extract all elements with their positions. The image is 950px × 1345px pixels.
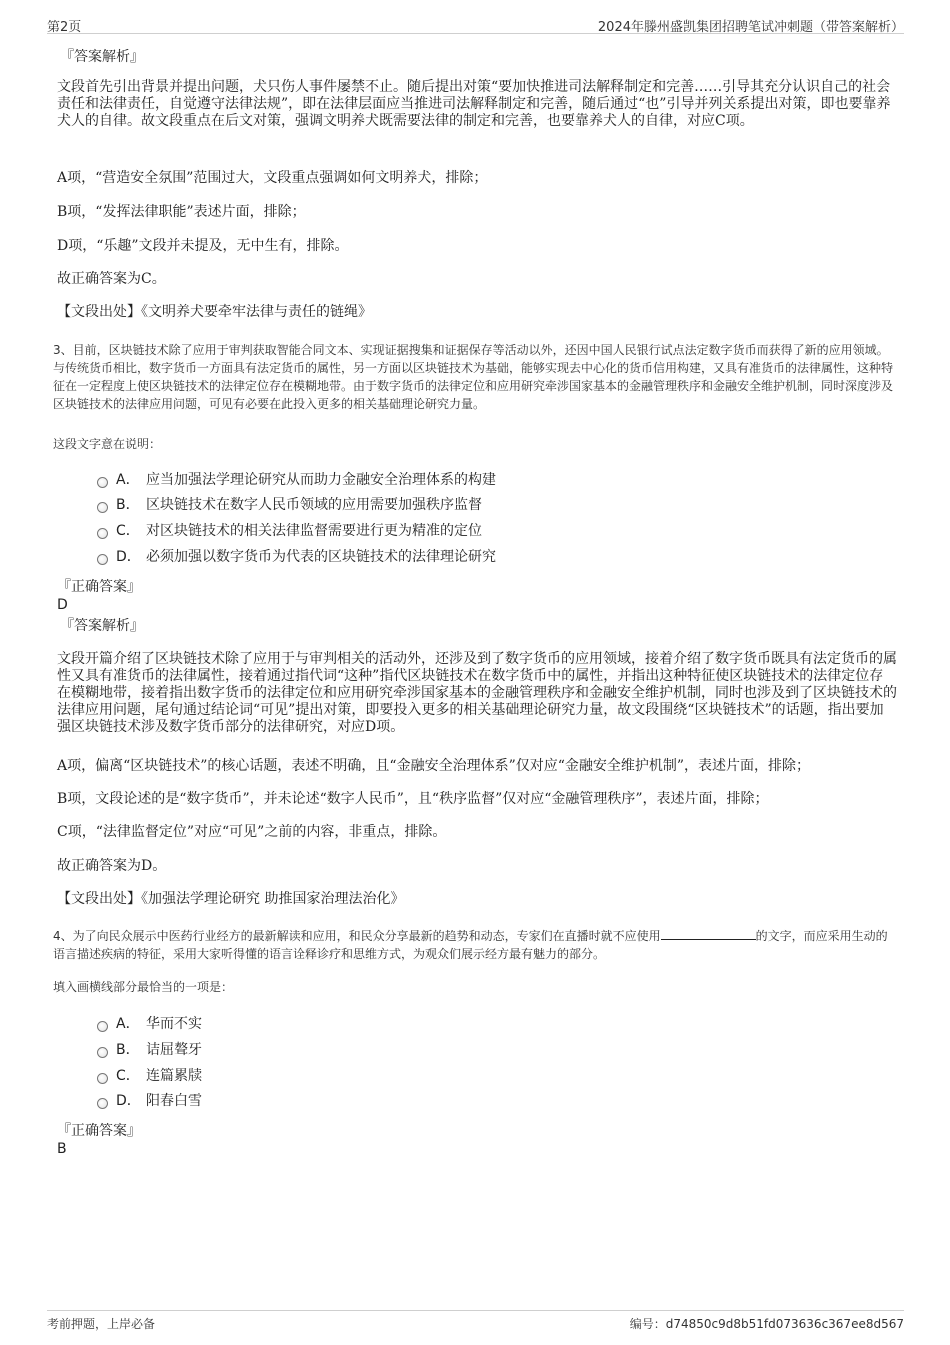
q4-option-c[interactable]: C． 连篇累牍 (97, 1066, 202, 1086)
radio-button[interactable] (97, 554, 108, 565)
option-text: 必须加强以数字货币为代表的区块链技术的法律理论研究 (146, 549, 496, 565)
q3-source: 【文段出处】《加强法学理论研究 助推国家治理法治化》 (57, 891, 405, 907)
radio-button[interactable] (97, 477, 108, 488)
q4-prompt: 填入画横线部分最恰当的一项是： (53, 980, 234, 994)
page-footer (47, 1310, 904, 1332)
q3-stem: 3、目前，区块链技术除了应用于审判获取智能合同文本、实现证据搜集和证据保存等活动以外，还因中国人民银行试点法定数字货币而获得了新的应用领域。与传统货币相比，数字货币一方面具有法定货币的属性，另一方面以区块链技术为基础，能够实现去中心化的货币信用构建，又具有准货币的法律属性，这种特征在一定程度上使区块链技术的法律定位存在模糊地带。由于数字货币的法律定位和应用研究牵涉国家基本的金融管理秩序和金融安全维护机制，同时深度涉及区块链技术的法律应用问题，可见有必要在此投入更多的相关基础理论研究力量。 (53, 343, 894, 411)
q3-option-c-analysis: C项，“法律监督定位”对应“可见”之前的内容，非重点，排除。 (57, 824, 447, 840)
q3-option-a-analysis: A项，偏离“区块链技术”的核心话题，表述不明确，且“金融安全治理体系”仅对应“金融安全维护机制”，表述片面，排除； (57, 758, 811, 774)
radio-button[interactable] (97, 528, 108, 539)
option-text: 对区块链技术的相关法律监督需要进行更为精准的定位 (146, 523, 482, 539)
q4-answer: B (57, 1141, 67, 1157)
q2-final-answer: 故正确答案为C。 (57, 271, 166, 287)
q4-option-b[interactable]: B． 诘屈聱牙 (97, 1040, 202, 1060)
q3-answer-tag: 『正确答案』 (57, 579, 141, 595)
q4-answer-tag: 『正确答案』 (57, 1123, 141, 1139)
q2-analysis-tag: 『答案解析』 (60, 49, 144, 65)
q3-option-b-analysis: B项，文段论述的是“数字货币”，并未论述“数字人民币”，且“秩序监督”仅对应“金融管理秩序”，表述片面，排除； (57, 791, 769, 807)
q3-option-b[interactable]: B． 区块链技术在数字人民币领域的应用需要加强秩序监督 (97, 495, 482, 515)
q4-option-d[interactable]: D． 阳春白雪 (97, 1091, 202, 1111)
radio-button[interactable] (97, 1021, 108, 1032)
option-text: 区块链技术在数字人民币领域的应用需要加强秩序监督 (146, 497, 482, 513)
q3-option-d[interactable]: D． 必须加强以数字货币为代表的区块链技术的法律理论研究 (97, 547, 496, 567)
document-title: 2024年滕州盛凯集团招聘笔试冲刺题（带答案解析） (597, 20, 904, 35)
page-header (47, 16, 904, 34)
radio-button[interactable] (97, 1073, 108, 1084)
q3-final-answer: 故正确答案为D。 (57, 858, 167, 874)
q3-prompt: 这段文字意在说明： (53, 437, 162, 451)
option-text: 诘屈聱牙 (146, 1042, 202, 1058)
fill-in-blank[interactable] (661, 928, 756, 940)
page-number: 第2页 (47, 20, 82, 35)
q4-stem: 4、为了向民众展示中医药行业经方的最新解读和应用，和民众分享最新的趋势和动态，专家们在直播时就不应使用 的文字，而应采用生动的语言描述疾病的特征，采用大家听得懂的语言诠释诊疗和思维方式，为观众们展示经方最有魅力的部分。 (53, 929, 888, 961)
q2-option-d-analysis: D项，“乐趣”文段并未提及，无中生有，排除。 (57, 238, 349, 254)
q2-option-a-analysis: A项，“营造安全氛围”范围过大，文段重点强调如何文明养犬，排除； (57, 170, 488, 186)
option-text: 连篇累牍 (146, 1068, 202, 1084)
q3-analysis-tag: 『答案解析』 (60, 618, 144, 634)
q3-option-c[interactable]: C． 对区块链技术的相关法律监督需要进行更为精准的定位 (97, 521, 482, 541)
option-text: 华而不实 (146, 1016, 202, 1032)
q3-analysis-text: 文段开篇介绍了区块链技术除了应用于与审判相关的活动外，还涉及到了数字货币的应用领域，接着介绍了数字货币既具有法定货币的属性又具有准货币的法律属性，接着通过指代词“这种”指代区块链技术在数字货币中的属性，并指出这种特征使区块链技术的法律定位存在模糊地带，接着指出数字货币的法律定位和应用研究牵涉国家基本的金融管理秩序和金融安全维护机制，同时也涉及到了区块链技术的法律应用问题，尾句通过结论词“可见”提出对策，即要投入更多的相关基础理论研究力量，故文段围绕“区块链技术”的话题，指出要加强区块链技术涉及数字货币部分的法律研究，对应D项。 (57, 651, 897, 735)
q3-option-a[interactable]: A． 应当加强法学理论研究从而助力金融安全治理体系的构建 (97, 470, 496, 490)
footer-slogan: 考前押题，上岸必备 (47, 1317, 156, 1331)
radio-button[interactable] (97, 1047, 108, 1058)
q2-option-b-analysis: B项，“发挥法律职能”表述片面，排除； (57, 204, 306, 220)
option-text: 阳春白雪 (146, 1093, 202, 1109)
q2-source: 【文段出处】《文明养犬要牵牢法律与责任的链绳》 (57, 304, 372, 320)
document-id: 编号：d74850c9d8b51fd073636c367ee8d567 (629, 1317, 904, 1331)
q2-analysis-text: 文段首先引出背景并提出问题，犬只伤人事件屡禁不止。随后提出对策“要加快推进司法解释制定和完善……引导其充分认识自己的社会责任和法律责任，自觉遵守法律法规”，即在法律层面应当推进司法解释制定和完善，随后通过“也”引导并列关系提出对策，即也要靠养犬人的自律。故文段重点在后文对策，强调文明养犬既需要法律的制定和完善，也要靠养犬人的自律，对应C项。 (57, 79, 891, 129)
q4-option-a[interactable]: A． 华而不实 (97, 1014, 202, 1034)
option-text: 应当加强法学理论研究从而助力金融安全治理体系的构建 (146, 472, 496, 488)
q3-answer: D (57, 597, 68, 613)
radio-button[interactable] (97, 1098, 108, 1109)
radio-button[interactable] (97, 502, 108, 513)
